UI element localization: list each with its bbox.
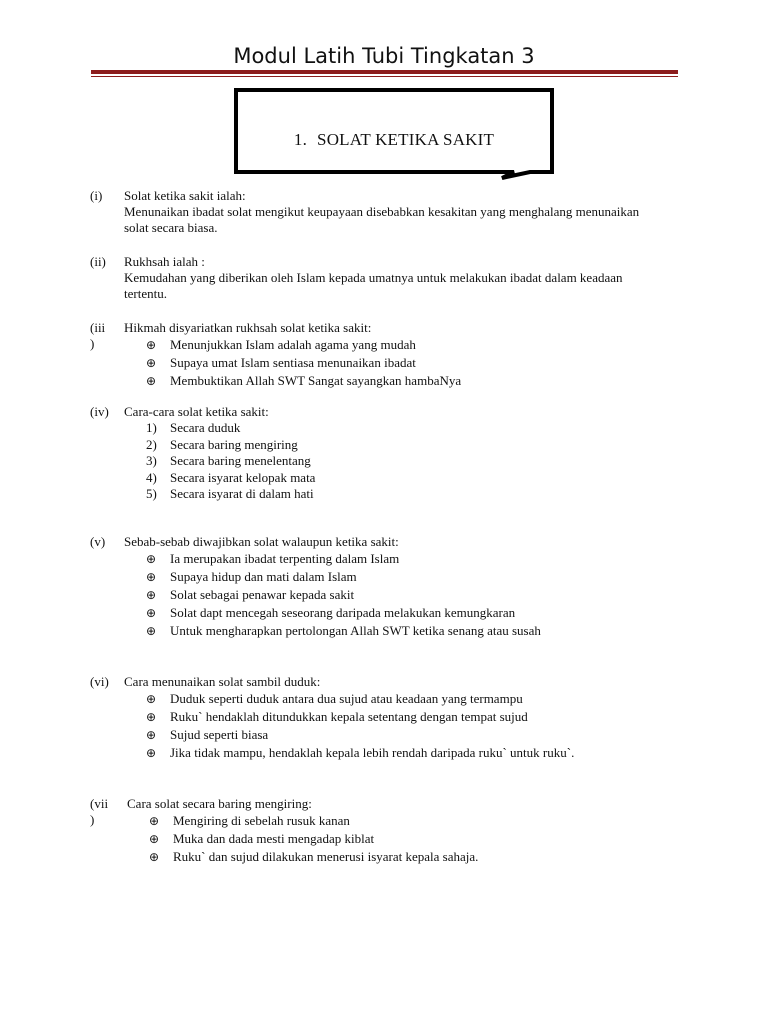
list-item	[124, 354, 684, 372]
section-content	[124, 320, 684, 390]
list-item	[124, 437, 684, 454]
bullet-list	[127, 812, 687, 866]
circled-plus-icon: ⊕	[146, 606, 157, 620]
section-roman-line: )	[90, 812, 95, 827]
list-item	[127, 848, 687, 866]
section-content	[124, 404, 684, 503]
list-number: 3)	[146, 453, 157, 468]
circled-plus-icon: ⊕	[149, 832, 160, 846]
header-rule-thick	[91, 70, 678, 74]
list-item	[124, 604, 684, 622]
list-item	[127, 812, 687, 830]
section-title-text: SOLAT KETIKA SAKIT	[317, 130, 495, 149]
circled-plus-icon: ⊕	[146, 356, 157, 370]
list-item-text: Secara isyarat di dalam hati	[170, 486, 314, 501]
section-roman-line: (iii	[90, 320, 106, 335]
list-item	[124, 622, 684, 640]
section-content	[124, 188, 684, 236]
section-body-line: Kemudahan yang diberikan oleh Islam kepada umatnya untuk melakukan ibadat dalam keadaan	[124, 270, 623, 285]
section-roman: (vi)	[90, 674, 109, 689]
page-header-title: Modul Latih Tubi Tingkatan 3	[233, 44, 535, 68]
circled-plus-icon: ⊕	[146, 624, 157, 638]
list-item-text: Supaya hidup dan mati dalam Islam	[170, 569, 357, 584]
section-heading: Cara solat secara baring mengiring:	[127, 796, 312, 811]
section-content	[127, 796, 687, 866]
circled-plus-icon: ⊕	[146, 588, 157, 602]
section-roman: (v)	[90, 534, 106, 549]
section-title	[234, 130, 554, 150]
section-title-box	[234, 88, 554, 180]
list-item-text: Solat dapt mencegah seseorang daripada melakukan kemungkaran	[170, 605, 516, 620]
section-roman: (iv)	[90, 404, 109, 419]
section-body-line: Menunaikan ibadat solat mengikut keupayaan disebabkan kesakitan yang menghalang menunaikan	[124, 204, 640, 219]
list-item-text: Mengiring di sebelah rusuk kanan	[173, 813, 350, 828]
list-item-text: Secara duduk	[170, 420, 241, 435]
list-item	[124, 550, 684, 568]
list-item	[124, 586, 684, 604]
list-item	[124, 453, 684, 470]
list-item-text: Ia merupakan ibadat terpenting dalam Islam	[170, 551, 400, 566]
list-item	[127, 830, 687, 848]
section-content	[124, 674, 684, 762]
section-heading: Solat ketika sakit ialah:	[124, 188, 246, 203]
list-item-text: Solat sebagai penawar kepada sakit	[170, 587, 355, 602]
bullet-list	[124, 336, 684, 390]
list-item-text: Ruku` hendaklah ditundukkan kepala setentang dengan tempat sujud	[170, 709, 528, 724]
circled-plus-icon: ⊕	[146, 570, 157, 584]
list-item	[124, 336, 684, 354]
circled-plus-icon: ⊕	[146, 692, 157, 706]
list-item	[124, 708, 684, 726]
list-item-text: Secara baring menelentang	[170, 453, 311, 468]
list-item	[124, 420, 684, 437]
circled-plus-icon: ⊕	[146, 552, 157, 566]
list-item	[124, 726, 684, 744]
list-item-text: Secara baring mengiring	[170, 436, 298, 452]
list-item-text: Duduk seperti duduk antara dua sujud atau keadaan yang termampu	[170, 691, 523, 706]
list-item	[124, 568, 684, 586]
list-item-text: Ruku` dan sujud dilakukan menerusi isyarat kepala sahaja.	[173, 849, 479, 864]
list-number: 2)	[146, 436, 157, 452]
list-item	[124, 470, 684, 487]
section-title-number: 1.	[293, 130, 308, 149]
list-item	[124, 372, 684, 390]
list-item-text: Membuktikan Allah SWT Sangat sayangkan hambaNya	[170, 373, 462, 388]
list-number: 4)	[146, 469, 157, 485]
list-item-text: Sujud seperti biasa	[170, 727, 269, 742]
list-item-text: Secara isyarat kelopak mata	[170, 469, 316, 485]
section-heading: Sebab-sebab diwajibkan solat walaupun ketika sakit:	[124, 534, 399, 549]
list-item	[124, 486, 684, 503]
circled-plus-icon: ⊕	[146, 746, 157, 760]
section-content	[124, 254, 684, 302]
section-roman-line: (vii	[90, 796, 109, 811]
list-item-text: Untuk mengharapkan pertolongan Allah SWT ketika senang atau susah	[170, 623, 541, 638]
list-item	[124, 744, 684, 762]
list-item-text: Jika tidak mampu, hendaklah kepala lebih rendah daripada ruku` untuk ruku`.	[170, 745, 575, 760]
circled-plus-icon: ⊕	[146, 338, 157, 352]
list-number: 5)	[146, 486, 157, 501]
list-item-text: Muka dan dada mesti mengadap kiblat	[173, 831, 375, 846]
circled-plus-icon: ⊕	[146, 710, 157, 724]
section-roman-line: )	[90, 336, 95, 351]
section-body-line: solat secara biasa.	[124, 220, 218, 235]
bullet-list	[124, 690, 684, 762]
section-roman: (ii)	[90, 254, 106, 269]
section-content	[124, 534, 684, 640]
list-number: 1)	[146, 420, 157, 435]
bullet-list	[124, 550, 684, 640]
header-rule-thin	[91, 76, 678, 77]
section-roman: (i)	[90, 188, 103, 203]
section-roman	[90, 796, 122, 828]
list-item-text: Supaya umat Islam sentiasa menunaikan ibadat	[170, 355, 416, 370]
list-item	[124, 690, 684, 708]
section-heading: Rukhsah ialah :	[124, 254, 205, 269]
section-heading: Cara-cara solat ketika sakit:	[124, 404, 269, 419]
list-item-text: Menunjukkan Islam adalah agama yang mudah	[170, 337, 416, 352]
section-heading: Hikmah disyariatkan rukhsah solat ketika sakit:	[124, 320, 372, 335]
numbered-list	[124, 420, 684, 503]
circled-plus-icon: ⊕	[146, 374, 157, 388]
section-body-line: tertentu.	[124, 286, 167, 301]
circled-plus-icon: ⊕	[149, 814, 160, 828]
section-heading: Cara menunaikan solat sambil duduk:	[124, 674, 321, 689]
section-roman	[90, 320, 122, 352]
circled-plus-icon: ⊕	[149, 850, 160, 864]
circled-plus-icon: ⊕	[146, 728, 157, 742]
